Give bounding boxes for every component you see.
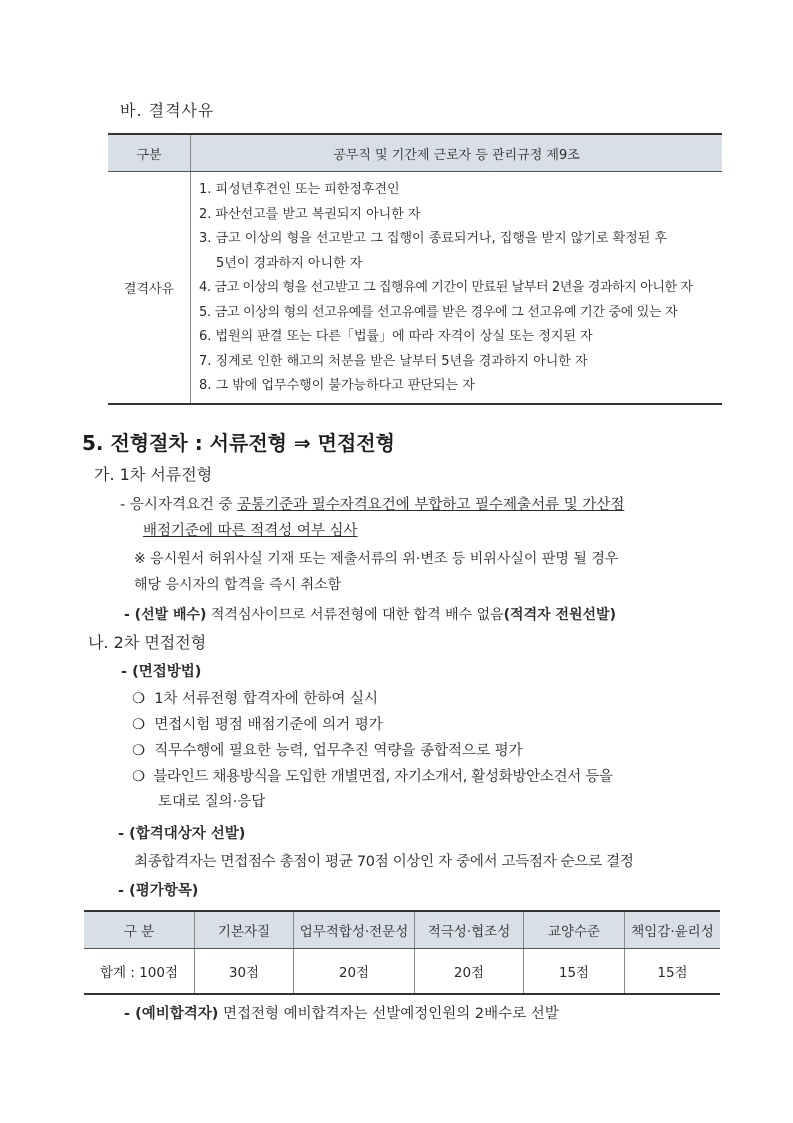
- method-item-continuation: 토대로 질의·응답: [158, 794, 266, 810]
- ga-ratio-line: [124, 604, 616, 624]
- eval-cell: 15점: [524, 949, 625, 995]
- list-item: 3. 금고 이상의 형을 선고받고 그 집행이 종료되거나, 집행을 받지 않기로 확정된 후: [199, 231, 667, 246]
- eval-cell: 15점: [625, 949, 721, 995]
- eval-header: 교양수준: [524, 911, 625, 949]
- table-header-category: 구분: [108, 134, 191, 172]
- ga-title: 가. 1차 서류전형: [94, 465, 213, 484]
- reserve-label: - (예비합격자): [124, 1006, 219, 1022]
- ga-line1: [120, 493, 624, 514]
- list-item: 8. 그 밖에 업무수행이 불가능하다고 판단되는 자: [199, 378, 475, 393]
- list-item: 2. 파산선고를 받고 복권되지 아니한 자: [199, 206, 421, 222]
- eval-header: 적극성·협조성: [415, 911, 524, 949]
- list-item-continuation: 5년이 경과하지 아니한 자: [216, 255, 363, 271]
- eval-cell: 20점: [294, 949, 415, 995]
- evaluation-table: [84, 910, 720, 995]
- eval-cell: 합계 : 100점: [84, 949, 195, 995]
- section-ba-title: 바. 결격사유: [120, 101, 215, 120]
- disqualification-items: [191, 172, 723, 404]
- list-item: 4. 금고 이상의 형을 선고받고 그 집행유예 기간이 만료된 날부터 2년을 경과하지 아니한 자: [199, 280, 693, 295]
- pass-text: 최종합격자는 면접점수 총점이 평균 70점 이상인 자 중에서 고득점자 순으로 결정: [134, 854, 634, 870]
- table-header-regulation: 공무직 및 기간제 근로자 등 관리규정 제9조: [191, 134, 723, 172]
- section5-title: 5. 전형절차 : 서류전형 ⇒ 면접전형: [82, 431, 395, 455]
- eval-header: 책임감·윤리성: [625, 911, 721, 949]
- eval-header: 기본자질: [195, 911, 294, 949]
- ga-note-line2: 해당 응시자의 합격을 즉시 취소함: [134, 577, 342, 593]
- method-item: ❍ 블라인드 채용방식을 도입한 개별면접, 자기소개서, 활성화방안소견서 등을: [132, 769, 613, 785]
- method-item: ❍ 1차 서류전형 합격자에 한하여 실시: [132, 691, 378, 707]
- row-label: 결격사유: [108, 172, 191, 404]
- reserve-text: 면접전형 예비합격자는 선발예정인원의 2배수로 선발: [218, 1006, 559, 1022]
- eval-label: - (평가항목): [118, 883, 199, 899]
- circle-bullet-icon: ❍: [132, 691, 145, 707]
- ratio-text: 적격심사이므로 서류전형에 대한 합격 배수 없음: [206, 607, 504, 623]
- ga-line1-prefix: - 응시자격요건 중: [120, 497, 238, 513]
- table-row: [84, 949, 720, 995]
- method-item: ❍ 면접시험 평점 배점기준에 의거 평가: [132, 717, 383, 733]
- ga-note-line1: ※ 응시원서 허위사실 기재 또는 제출서류의 위·변조 등 비위사실이 판명 될 경우: [134, 551, 619, 567]
- eval-header: 구 분: [84, 911, 195, 949]
- list-item: 6. 법원의 판결 또는 다른「법률」에 따라 자격이 상실 또는 정지된 자: [199, 329, 593, 344]
- circle-bullet-icon: ❍: [132, 743, 145, 759]
- method-label: - (면접방법): [121, 664, 202, 680]
- ga-line2-underlined: 배점기준에 따른 적격성 여부 심사: [143, 523, 358, 539]
- circle-bullet-icon: ❍: [132, 769, 145, 785]
- list-item: 5. 금고 이상의 형의 선고유예를 선고유예를 받은 경우에 그 선고유예 기간 중에 있는 자: [199, 304, 678, 320]
- method-item: ❍ 직무수행에 필요한 능력, 업무추진 역량을 종합적으로 평가: [132, 743, 523, 759]
- eval-cell: 30점: [195, 949, 294, 995]
- ratio-suffix: (적격자 전원선발): [503, 607, 616, 623]
- list-item: 7. 징계로 인한 해고의 처분을 받은 날부터 5년을 경과하지 아니한 자: [199, 353, 588, 369]
- ga-line2: [143, 519, 358, 540]
- pass-label: - (합격대상자 선발): [118, 826, 246, 842]
- na-title: 나. 2차 면접전형: [88, 633, 207, 652]
- eval-cell: 20점: [415, 949, 524, 995]
- disqualification-table: [108, 133, 722, 405]
- eval-header: 업무적합성·전문성: [294, 911, 415, 949]
- ratio-label: - (선발 배수): [124, 607, 207, 623]
- circle-bullet-icon: ❍: [132, 717, 145, 733]
- ga-line1-underlined: 공통기준과 필수자격요건에 부합하고 필수제출서류 및 가산점: [237, 497, 625, 513]
- list-item: 1. 피성년후견인 또는 피한정후견인: [199, 182, 400, 197]
- reserve-line: [124, 1002, 559, 1023]
